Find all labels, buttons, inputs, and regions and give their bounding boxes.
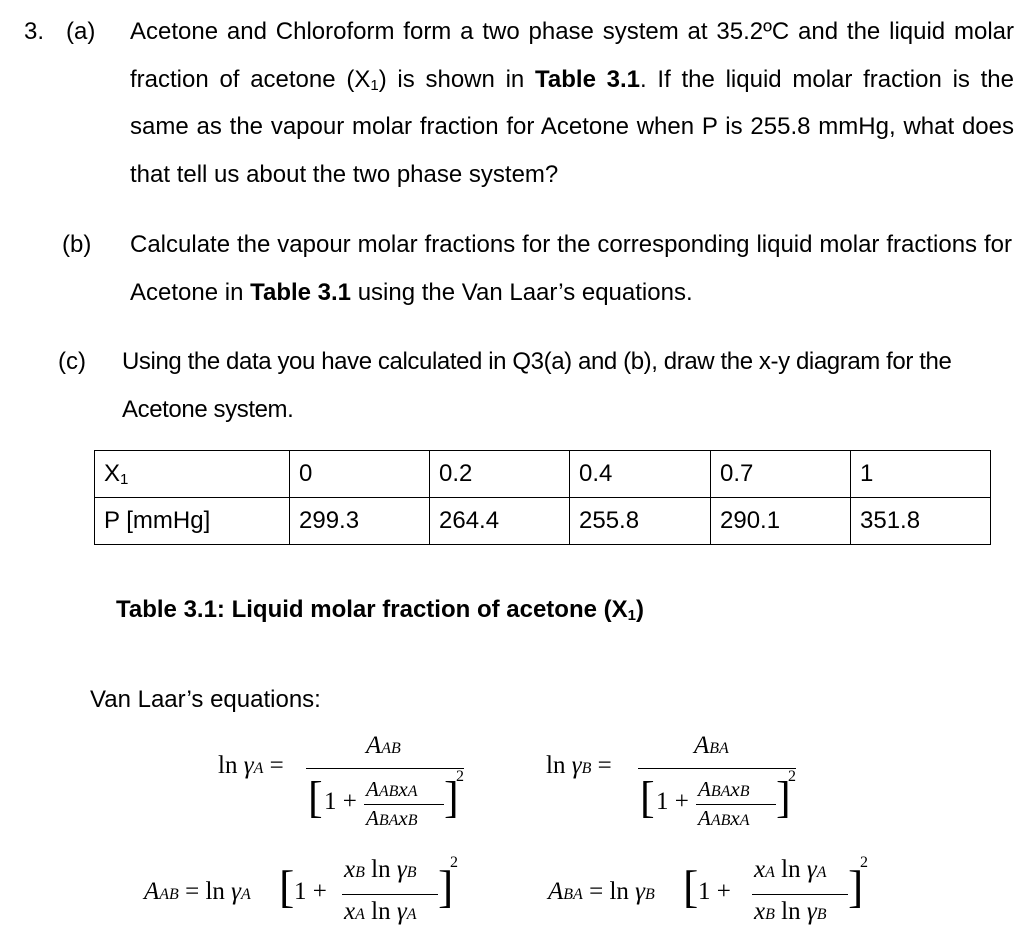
part-c-label: (c) <box>58 348 86 375</box>
table-cell: 0 <box>290 451 430 498</box>
data-table <box>94 450 991 545</box>
part-b-label: (b) <box>62 231 92 258</box>
table-cell: 1 <box>851 451 991 498</box>
vanlaar-heading: Van Laar’s equations: <box>90 686 321 713</box>
table-cell: 0.4 <box>570 451 711 498</box>
table-header-p: P [mmHg] <box>95 498 290 545</box>
table-cell: 0.2 <box>430 451 570 498</box>
question-number: 3. <box>24 18 45 45</box>
part-b-text: Calculate the vapour molar fractions for the corresponding liquid molar fractions for Acetone in Table 3.1 using the Van Laar’s equations. <box>130 231 1012 306</box>
table-ref-a: Table 3.1 <box>535 65 641 93</box>
table-cell: 0.7 <box>711 451 851 498</box>
table-header-x: $X_1$ <box>95 451 290 498</box>
table-ref-b: Table 3.1 <box>250 278 352 306</box>
table-cell: 299.3 <box>290 498 430 545</box>
table-row-x <box>95 451 991 498</box>
table-row-p <box>95 498 991 545</box>
part-a-label: (a) <box>66 18 96 45</box>
table-cell: 290.1 <box>711 498 851 545</box>
table-cell: 351.8 <box>851 498 991 545</box>
table-caption: Table 3.1: Liquid molar fraction of acetone $(X_1)$ <box>116 596 644 624</box>
part-a-text: Acetone and Chloroform form a two phase system at 35.2ºC and the liquid molar fraction of acetone $(X_1)$ is shown in Table 3.1. If the liquid molar fraction is the same as the vapour molar fraction for Acetone when P is 255.8 mmHg, what does that tell us about the two phase system? <box>130 18 1014 188</box>
table-cell: 264.4 <box>430 498 570 545</box>
part-c-text: Using the data you have calculated in Q3(a) and (b), draw the x-y diagram for the Acetone system. <box>122 348 952 423</box>
table-cell: 255.8 <box>570 498 711 545</box>
